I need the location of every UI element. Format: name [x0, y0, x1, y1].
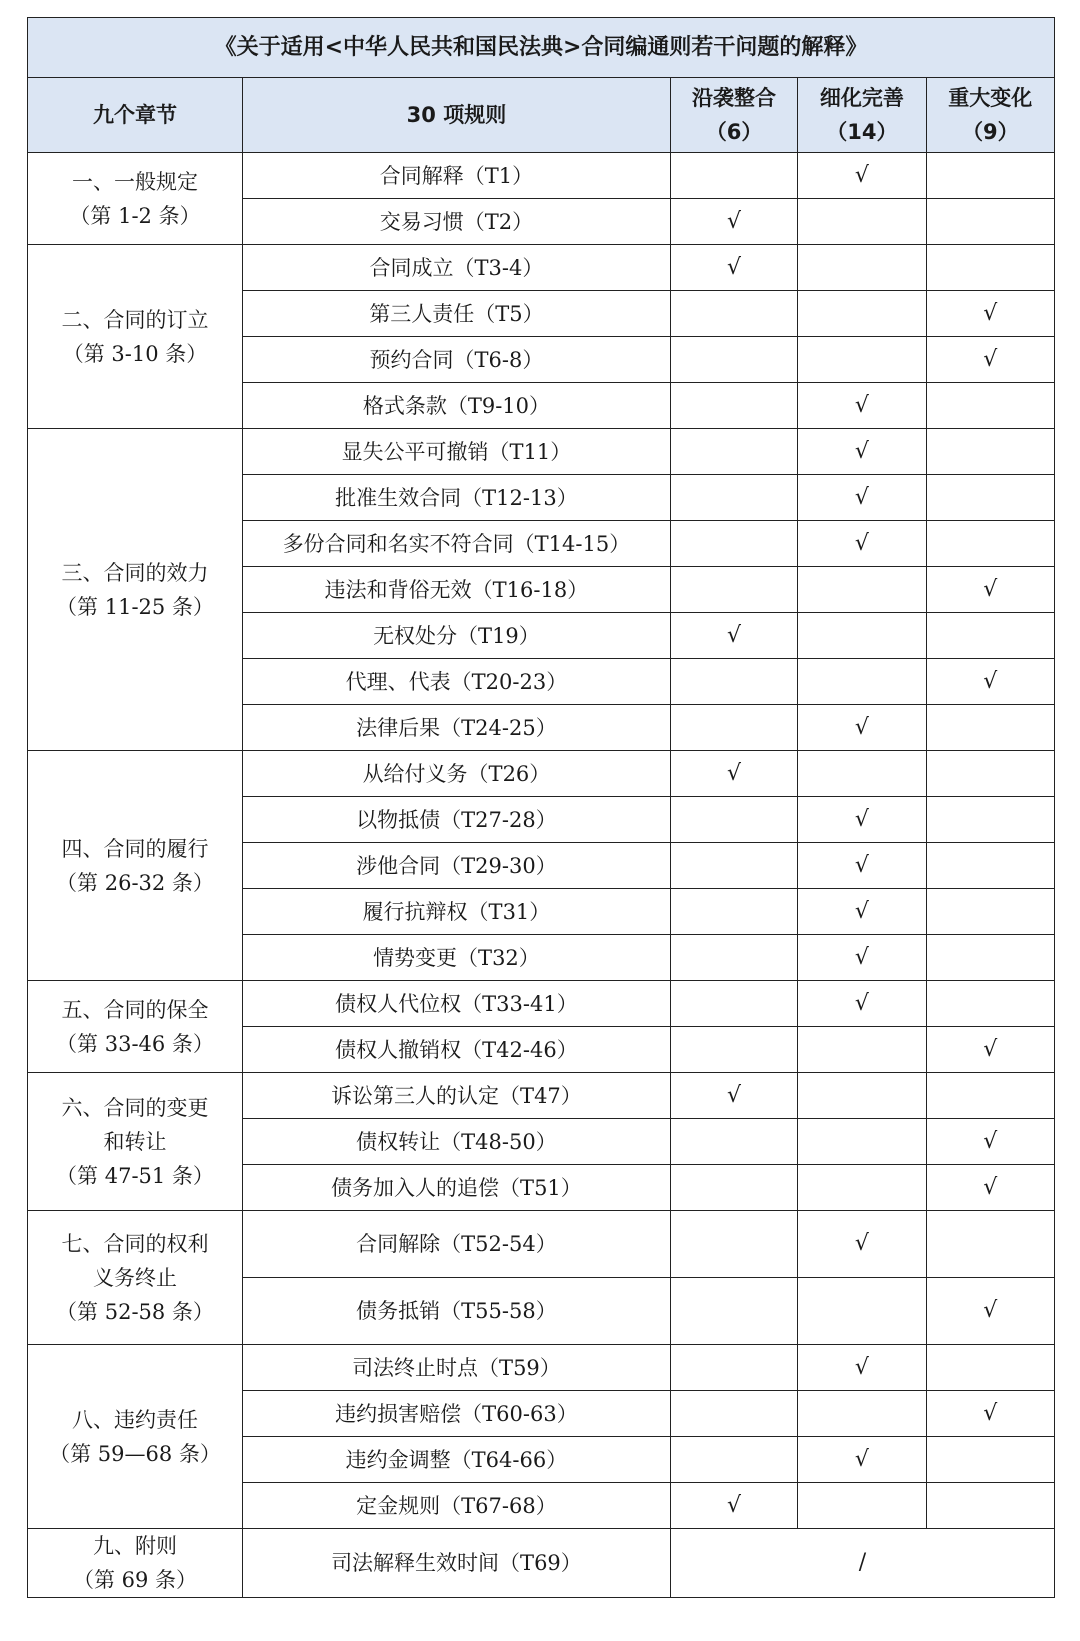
cat3-cell	[926, 245, 1054, 291]
cat3-cell	[926, 797, 1054, 843]
chapter-name-line2: 义务终止	[92, 1265, 177, 1290]
check-mark-icon: √	[983, 576, 998, 602]
check-mark-icon: √	[983, 300, 998, 326]
cat3-cell	[926, 1437, 1054, 1483]
cat1-cell	[670, 1027, 797, 1073]
cat3-cell	[926, 1483, 1054, 1529]
cat1-cell	[670, 199, 797, 245]
header-cat2	[798, 78, 926, 153]
rule-cell: 债权转让（T48-50）	[242, 1119, 670, 1165]
cat1-cell	[670, 1119, 797, 1165]
table-title: 《关于适用<中华人民共和国民法典>合同编通则若干问题的解释》	[28, 18, 1055, 78]
cat2-cell	[798, 521, 926, 567]
chapter-cell	[28, 1211, 243, 1345]
cat2-cell	[798, 1119, 926, 1165]
cat1-cell	[670, 383, 797, 429]
rule-cell: 债务抵销（T55-58）	[242, 1278, 670, 1345]
check-mark-icon: √	[854, 1354, 869, 1380]
rule-cell: 违法和背俗无效（T16-18）	[242, 567, 670, 613]
check-mark-icon: √	[854, 1231, 869, 1256]
rule-cell: 违约金调整（T64-66）	[242, 1437, 670, 1483]
cat2-cell	[798, 1165, 926, 1211]
cat3-cell	[926, 1391, 1054, 1437]
cat2-cell	[798, 1073, 926, 1119]
check-mark-icon: √	[727, 254, 742, 280]
rule-cell: 显失公平可撤销（T11）	[242, 429, 670, 475]
cat2-cell	[798, 1483, 926, 1529]
table-row	[28, 751, 1055, 797]
rule-cell: 司法终止时点（T59）	[242, 1345, 670, 1391]
header-cat1	[670, 78, 797, 153]
check-mark-icon: √	[854, 530, 869, 556]
cat3-cell	[926, 291, 1054, 337]
cat2-cell	[798, 659, 926, 705]
check-mark-icon: √	[854, 1446, 869, 1472]
cat3-cell	[926, 935, 1054, 981]
cat2-cell	[798, 567, 926, 613]
check-mark-icon: √	[727, 1082, 742, 1108]
rules-table	[27, 17, 1055, 1598]
cat1-cell	[670, 659, 797, 705]
rule-cell: 涉他合同（T29-30）	[242, 843, 670, 889]
check-mark-icon: √	[854, 898, 869, 924]
cat3-cell	[926, 1119, 1054, 1165]
chapter-name-line2: 和转让	[103, 1129, 167, 1154]
chapter-cell	[28, 1073, 243, 1211]
rule-cell: 合同解释（T1）	[242, 153, 670, 199]
table-row	[28, 981, 1055, 1027]
cat1-cell	[670, 1211, 797, 1278]
cat2-cell	[798, 889, 926, 935]
rule-cell: 合同成立（T3-4）	[242, 245, 670, 291]
cat2-cell	[798, 153, 926, 199]
table-row	[28, 1073, 1055, 1119]
check-mark-icon: √	[983, 1174, 998, 1200]
check-mark-icon: √	[854, 852, 869, 878]
cat2-cell	[798, 429, 926, 475]
cat2-cell	[798, 705, 926, 751]
rule-cell: 司法解释生效时间（T69）	[242, 1529, 670, 1598]
cat3-cell	[926, 429, 1054, 475]
rule-cell: 多份合同和名实不符合同（T14-15）	[242, 521, 670, 567]
chapter-name: 四、合同的履行	[61, 836, 209, 861]
header-cat3	[926, 78, 1054, 153]
table-row	[28, 1211, 1055, 1278]
cat1-cell	[670, 1391, 797, 1437]
cat3-cell	[926, 1278, 1054, 1345]
cat1-cell	[670, 291, 797, 337]
rule-cell: 债权人代位权（T33-41）	[242, 981, 670, 1027]
chapter-cell	[28, 429, 243, 751]
cat2-cell	[798, 199, 926, 245]
rule-cell: 无权处分（T19）	[242, 613, 670, 659]
cat1-cell	[670, 1483, 797, 1529]
cat3-cell	[926, 475, 1054, 521]
cat2-cell	[798, 1027, 926, 1073]
cat2-cell	[798, 613, 926, 659]
cat2-cell	[798, 291, 926, 337]
cat1-cell	[670, 521, 797, 567]
check-mark-icon: √	[854, 714, 869, 740]
chapter-name: 一、一般规定	[71, 169, 198, 194]
cat3-cell	[926, 843, 1054, 889]
rule-cell: 债权人撤销权（T42-46）	[242, 1027, 670, 1073]
cat3-cell	[926, 1073, 1054, 1119]
chapter-cell	[28, 751, 243, 981]
chapter-cell	[28, 153, 243, 245]
chapter-name: 二、合同的订立	[61, 307, 209, 332]
rule-cell: 合同解除（T52-54）	[242, 1211, 670, 1278]
rule-cell: 交易习惯（T2）	[242, 199, 670, 245]
chapter-range: （第 33-46 条）	[56, 1031, 214, 1056]
cat2-cell	[798, 751, 926, 797]
cat2-cell	[798, 1345, 926, 1391]
rule-cell: 预约合同（T6-8）	[242, 337, 670, 383]
cat1-cell	[670, 843, 797, 889]
cat1-cell	[670, 475, 797, 521]
check-mark-icon: √	[983, 346, 998, 372]
cat1-cell	[670, 1345, 797, 1391]
cat1-cell	[670, 1437, 797, 1483]
cat1-cell	[670, 613, 797, 659]
check-mark-icon: √	[983, 668, 998, 694]
rule-cell: 定金规则（T67-68）	[242, 1483, 670, 1529]
check-mark-icon: √	[854, 990, 869, 1016]
chapter-name: 三、合同的效力	[61, 560, 209, 585]
cat3-cell	[926, 613, 1054, 659]
chapter-range: （第 52-58 条）	[56, 1299, 214, 1324]
chapter-cell	[28, 1529, 243, 1598]
cat1-cell	[670, 751, 797, 797]
cat1-cell	[670, 889, 797, 935]
rule-cell: 批准生效合同（T12-13）	[242, 475, 670, 521]
check-mark-icon: √	[854, 392, 869, 418]
cat2-cell	[798, 797, 926, 843]
rule-cell: 以物抵债（T27-28）	[242, 797, 670, 843]
table-row	[28, 429, 1055, 475]
cat3-cell	[926, 705, 1054, 751]
check-mark-icon: √	[727, 760, 742, 786]
check-mark-icon: √	[983, 1400, 998, 1426]
chapter-name: 五、合同的保全	[61, 997, 209, 1022]
header-cat3-label: 重大变化	[948, 86, 1033, 110]
cat3-cell	[926, 1165, 1054, 1211]
cat1-cell	[670, 981, 797, 1027]
cat1-cell	[670, 153, 797, 199]
chapter-range: （第 69 条）	[72, 1568, 198, 1592]
chapter-cell	[28, 245, 243, 429]
cat2-cell	[798, 245, 926, 291]
cat3-cell	[926, 1027, 1054, 1073]
cat2-cell	[798, 1391, 926, 1437]
chapter-range: （第 3-10 条）	[62, 341, 208, 366]
rule-cell: 诉讼第三人的认定（T47）	[242, 1073, 670, 1119]
check-mark-icon: √	[983, 1036, 998, 1062]
cat2-cell	[798, 1278, 926, 1345]
cat3-cell	[926, 659, 1054, 705]
check-mark-icon: √	[983, 1298, 998, 1323]
header-cat2-label: 细化完善	[819, 86, 904, 110]
cat3-cell	[926, 521, 1054, 567]
chapter-name: 六、合同的变更	[61, 1095, 209, 1120]
cat2-cell	[798, 1437, 926, 1483]
header-cat1-count: （6）	[705, 120, 763, 144]
rules-table-container	[27, 17, 1055, 1598]
check-mark-icon: √	[854, 944, 869, 970]
cat2-cell	[798, 337, 926, 383]
cat2-cell	[798, 935, 926, 981]
rule-cell: 债务加入人的追偿（T51）	[242, 1165, 670, 1211]
cat1-cell	[670, 245, 797, 291]
header-rules: 30 项规则	[242, 78, 670, 153]
cat3-cell	[926, 153, 1054, 199]
table-row	[28, 245, 1055, 291]
cat1-cell	[670, 797, 797, 843]
cat3-cell	[926, 383, 1054, 429]
table-row	[28, 153, 1055, 199]
cat3-cell	[926, 751, 1054, 797]
chapter-range: （第 59—68 条）	[49, 1441, 221, 1466]
rule-cell: 第三人责任（T5）	[242, 291, 670, 337]
check-mark-icon: √	[854, 162, 869, 188]
cat3-cell	[926, 567, 1054, 613]
rule-cell: 从给付义务（T26）	[242, 751, 670, 797]
chapter-range: （第 1-2 条）	[69, 203, 201, 228]
cat1-cell	[670, 935, 797, 981]
header-chapter: 九个章节	[28, 78, 243, 153]
header-cat1-label: 沿袭整合	[692, 86, 777, 110]
rule-cell: 情势变更（T32）	[242, 935, 670, 981]
check-mark-icon: √	[854, 484, 869, 510]
cat1-cell	[670, 705, 797, 751]
cat3-cell	[926, 337, 1054, 383]
cat1-cell	[670, 567, 797, 613]
chapter-range: （第 47-51 条）	[56, 1163, 214, 1188]
rule-cell: 法律后果（T24-25）	[242, 705, 670, 751]
check-mark-icon: √	[854, 806, 869, 832]
cat1-cell	[670, 1278, 797, 1345]
chapter-name: 八、违约责任	[71, 1407, 198, 1432]
cat2-cell	[798, 1211, 926, 1278]
chapter-name: 九、附则	[92, 1534, 177, 1558]
rule-cell: 代理、代表（T20-23）	[242, 659, 670, 705]
cat3-cell	[926, 981, 1054, 1027]
check-mark-icon: √	[983, 1128, 998, 1154]
cat3-cell	[926, 889, 1054, 935]
rule-cell: 履行抗辩权（T31）	[242, 889, 670, 935]
table-row	[28, 1529, 1055, 1598]
cat2-cell	[798, 383, 926, 429]
cat1-cell	[670, 429, 797, 475]
not-applicable-cell: /	[670, 1529, 1054, 1598]
check-mark-icon: √	[727, 622, 742, 648]
cat1-cell	[670, 1073, 797, 1119]
check-mark-icon: √	[854, 438, 869, 464]
rule-cell: 格式条款（T9-10）	[242, 383, 670, 429]
table-row	[28, 1345, 1055, 1391]
cat2-cell	[798, 981, 926, 1027]
chapter-range: （第 26-32 条）	[56, 870, 214, 895]
header-cat2-count: （14）	[826, 120, 898, 144]
cat3-cell	[926, 1211, 1054, 1278]
header-cat3-count: （9）	[961, 120, 1019, 144]
cat1-cell	[670, 337, 797, 383]
table-body	[28, 153, 1055, 1598]
check-mark-icon: √	[727, 208, 742, 234]
cat3-cell	[926, 1345, 1054, 1391]
cat2-cell	[798, 843, 926, 889]
chapter-cell	[28, 1345, 243, 1529]
check-mark-icon: √	[727, 1492, 742, 1518]
rule-cell: 违约损害赔偿（T60-63）	[242, 1391, 670, 1437]
chapter-range: （第 11-25 条）	[56, 594, 214, 619]
cat2-cell	[798, 475, 926, 521]
chapter-cell	[28, 981, 243, 1073]
cat3-cell	[926, 199, 1054, 245]
cat1-cell	[670, 1165, 797, 1211]
chapter-name: 七、合同的权利	[61, 1231, 209, 1256]
